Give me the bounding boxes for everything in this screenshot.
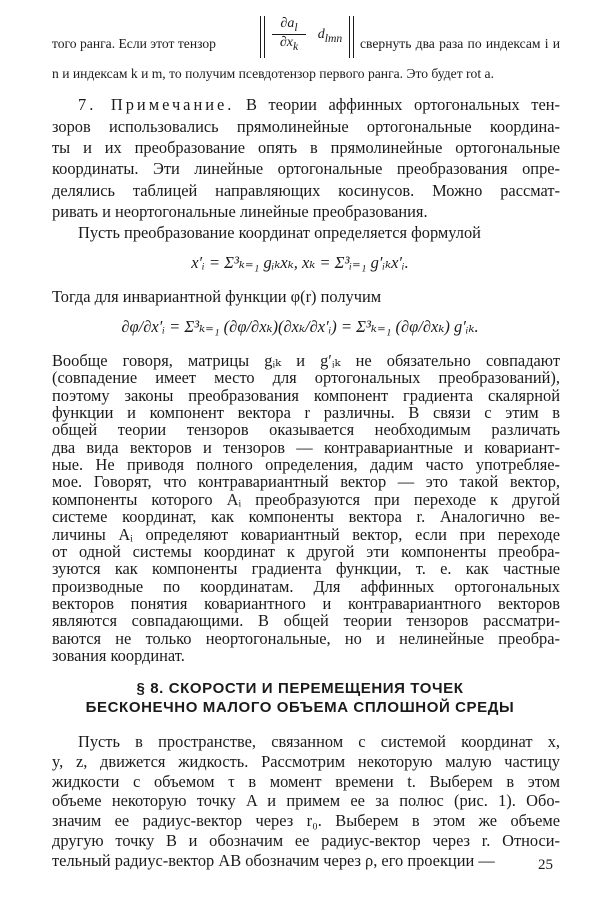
note-line-7: Пусть преобразование координат определяется формулой [78,223,481,242]
paragraph-line: зования координат. [52,645,185,665]
paragraph-line: производные по координатам. Для аффинных ортогональных [52,576,560,596]
then-line: Тогда для инвариантной функции φ(r) получим [52,287,382,306]
paragraph-line: ваются не только неортогональные, но и нелинейные преобра- [52,628,560,648]
tensor-d-sub: lmn [324,31,343,45]
note-l1: В теории аффинных ортогональных тен- [245,95,560,114]
note-line-4: координаты. Эти линейные ортогональные преобразования опре- [52,159,560,178]
paragraph-line: два вида векторов и тензоров — контравариантные и ковариант- [52,437,560,457]
paragraph-line: общей теории тензоров оказывается необходимым различать [52,420,560,440]
paragraph-line: являются совпадающими. В общей теории тензоров рассматри- [52,611,560,631]
paragraph-line: системе координат, как компоненты вектора r. Аналогично ве- [52,507,560,527]
paragraph-line: Пусть в пространстве, связанном с системой координат x, [78,732,560,751]
note-lead: 7. Примечание. [78,95,235,114]
tensor-num-sub: l [294,20,298,34]
formula-1: x′ᵢ = Σ³ₖ₌₁ gᵢₖxₖ, xₖ = Σ³ᵢ₌₁ g′ᵢₖx′ᵢ. [191,253,409,272]
paragraph-line: Вообще говоря, матрицы gᵢₖ и g′ᵢₖ не обязательно совпадают [52,351,560,370]
paragraph-line: зуются как компоненты градиента функции, т. е. как частные [52,559,560,579]
paragraph-line: поэтому законы преобразования компонент градиента скалярной [52,385,560,405]
top-line-2: n и индексам k и m, то получим псевдотензор первого ранга. Это будет rot a. [52,66,494,81]
paragraph-line: личины Aᵢ определяют ковариантный вектор, если при переходе [52,524,560,544]
note-line-2: зоров использовались прямолинейные ортогональные координа- [52,117,560,136]
paragraph-line: ные. Не приводя полного определения, дадим часто употребляе- [52,455,560,475]
page-number: 25 [538,857,553,873]
note-line-6: ривать и неортогональные линейные преобразования. [52,202,428,221]
tensor-d-letter: d [317,27,325,42]
paragraph-line: другую точку B и обозначим ее радиус-вектор через r. Относи- [52,831,560,850]
tensor-den-sub: k [292,39,299,53]
note-line-5: делялись таблицей направляющих косинусов. Можно рассмат- [52,181,560,200]
paragraph-line: функции и компонент вектора r различны. В связи с этим в [52,403,560,423]
tensor-num: ∂a [280,16,295,31]
note-line-3: ты и их преобразование опять в прямолинейные ортогональные [52,138,560,157]
section-heading-2: БЕСКОНЕЧНО МАЛОГО ОБЪЕМА СПЛОШНОЙ СРЕДЫ [85,699,515,716]
paragraph-line: объеме некоторую точку A и примем ее за полюс (рис. 1). Обо- [52,791,560,811]
paragraph-line: от одной системы координат к другой эти компоненты преобра- [52,541,560,561]
paragraph-line: тельный радиус-вектор AB обозначим через ρ, его проекции — [52,850,495,870]
paragraph-line: компоненты которого Aᵢ преобразуются при переходе к другой [52,489,560,509]
tensor-fraction [272,16,306,53]
tensor-den: ∂x [279,34,293,50]
tensor-d [310,27,350,45]
formula-2: ∂φ/∂x′ᵢ = Σ³ₖ₌₁ (∂φ/∂xₖ)(∂xₖ/∂x′ᵢ) = Σ³ₖ₌₁ (∂φ/∂xₖ) g′ᵢₖ. [121,317,479,336]
note-line-1 [78,94,560,115]
paragraph-line: жидкости с объемом τ в момент времени t. Выберем в этом [52,771,560,791]
section-heading-1: § 8. СКОРОСТИ И ПЕРЕМЕЩЕНИЯ ТОЧЕК [136,680,464,697]
paragraph-line: (совпадение имеет место для ортогональных преобразований), [52,368,560,388]
paragraph-line: значим ее радиус-вектор через r₀. Выберем в этом же объеме [52,811,560,831]
top-line-1-before: того ранга. Если этот тензор [52,36,216,51]
paragraph-line: мое. Говорят, что контравариантный вектор — это такой вектор, [52,472,560,492]
paragraph-line: y, z, движется жидкость. Рассмотрим некоторую малую частицу [52,751,560,771]
paragraph-line: векторов понятия ковариантного и контравариантного векторов [52,593,560,613]
top-line-1-after: свернуть два раза по индексам i и [360,36,560,51]
